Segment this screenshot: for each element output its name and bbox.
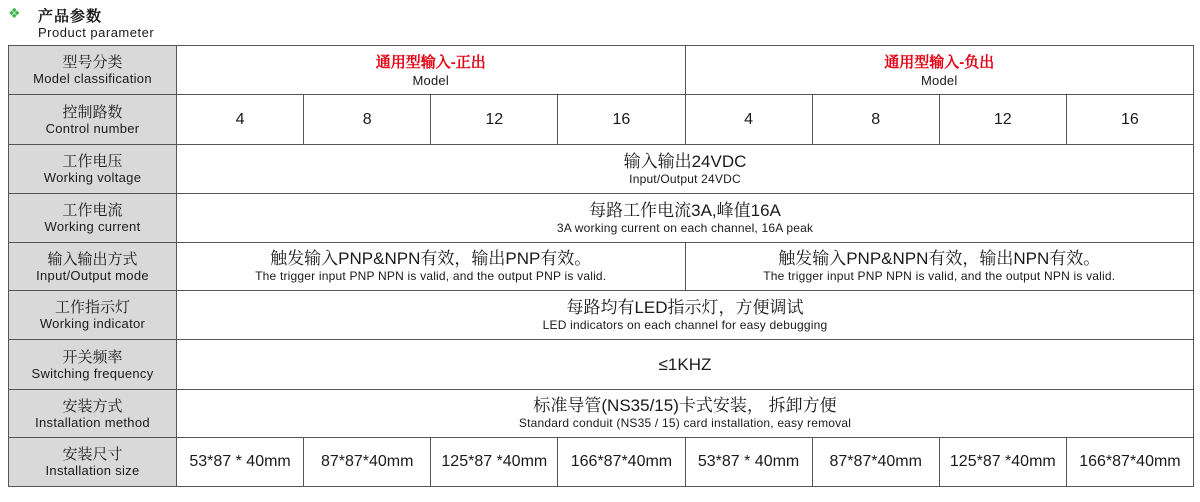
row-model xyxy=(9,46,1194,95)
control-value: 8 xyxy=(812,95,939,145)
control-value: 16 xyxy=(558,95,685,145)
model-group-positive: 通用型输入-正出 Model xyxy=(177,46,686,95)
size-value: 166*87*40mm xyxy=(1066,438,1193,487)
label-model: 型号分类 Model classification xyxy=(9,46,177,95)
row-voltage xyxy=(9,145,1194,194)
control-value: 12 xyxy=(431,95,558,145)
indicator-value: 每路均有LED指示灯，方便调试 LED indicators on each channel for easy debugging xyxy=(177,291,1194,340)
parameter-table xyxy=(8,45,1194,487)
control-value: 4 xyxy=(177,95,304,145)
frequency-value: ≤1KHZ xyxy=(177,340,1194,390)
size-value: 53*87 * 40mm xyxy=(685,438,812,487)
size-value: 53*87 * 40mm xyxy=(177,438,304,487)
voltage-value: 输入输出24VDC Input/Output 24VDC xyxy=(177,145,1194,194)
control-value: 16 xyxy=(1066,95,1193,145)
install-value: 标准导管(NS35/15)卡式安装， 拆卸方便 Standard conduit (NS35 / 15) card installation, easy removal xyxy=(177,390,1194,438)
row-frequency xyxy=(9,340,1194,390)
row-io-mode xyxy=(9,243,1194,291)
row-current xyxy=(9,194,1194,243)
current-value: 每路工作电流3A,峰值16A 3A working current on each channel, 16A peak xyxy=(177,194,1194,243)
label-voltage: 工作电压 Working voltage xyxy=(9,145,177,194)
size-value: 87*87*40mm xyxy=(812,438,939,487)
label-io-mode: 输入输出方式 Input/Output mode xyxy=(9,243,177,291)
control-value: 12 xyxy=(939,95,1066,145)
model-group-negative: 通用型输入-负出 Model xyxy=(685,46,1194,95)
row-size xyxy=(9,438,1194,487)
label-size: 安装尺寸 Installation size xyxy=(9,438,177,487)
label-indicator: 工作指示灯 Working indicator xyxy=(9,291,177,340)
control-value: 8 xyxy=(304,95,431,145)
label-control: 控制路数 Control number xyxy=(9,95,177,145)
diamond-bullet-icon: ❖ xyxy=(8,5,21,21)
row-control xyxy=(9,95,1194,145)
label-frequency: 开关频率 Switching frequency xyxy=(9,340,177,390)
section-title: 产品参数 xyxy=(38,8,103,25)
section-subtitle: Product parameter xyxy=(38,25,155,40)
control-value: 4 xyxy=(685,95,812,145)
row-install xyxy=(9,390,1194,438)
io-mode-negative: 触发输入PNP&NPN有效，输出NPN有效。 The trigger input PNP NPN is valid, and the output NPN is valid. xyxy=(685,243,1194,291)
io-mode-positive: 触发输入PNP&NPN有效，输出PNP有效。 The trigger input PNP NPN is valid, and the output PNP is valid. xyxy=(177,243,686,291)
size-value: 125*87 *40mm xyxy=(431,438,558,487)
row-indicator xyxy=(9,291,1194,340)
size-value: 166*87*40mm xyxy=(558,438,685,487)
size-value: 125*87 *40mm xyxy=(939,438,1066,487)
label-install: 安装方式 Installation method xyxy=(9,390,177,438)
size-value: 87*87*40mm xyxy=(304,438,431,487)
label-current: 工作电流 Working current xyxy=(9,194,177,243)
